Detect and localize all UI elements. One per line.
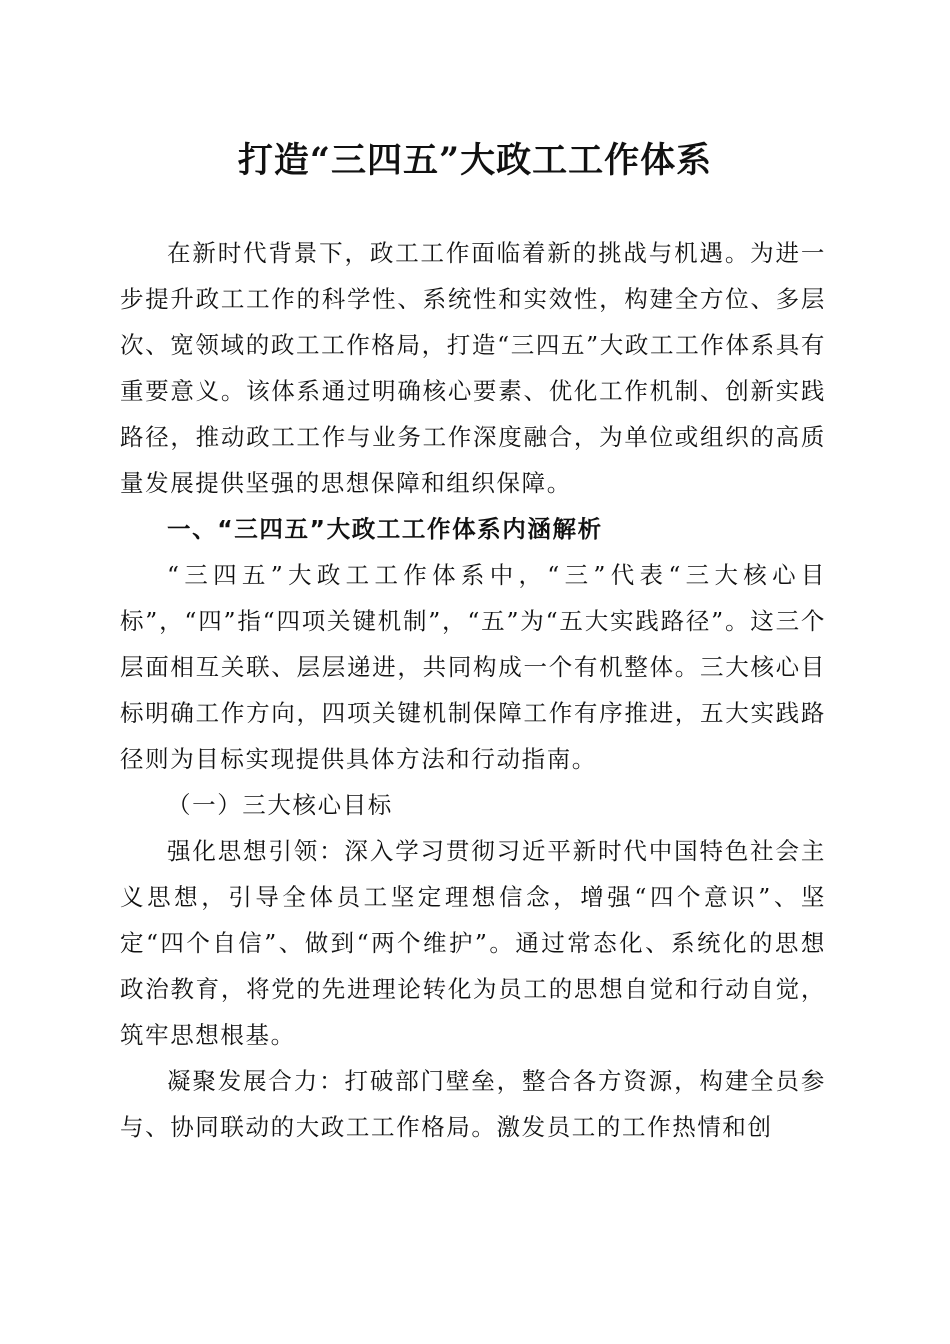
document-title: 打造“三四五”大政工工作体系 bbox=[237, 140, 713, 181]
document-body bbox=[120, 230, 826, 1150]
subsection-1-heading: （一）三大核心目标 bbox=[167, 791, 393, 819]
section-1-heading: 一、“三四五”大政工工作体系内涵解析 bbox=[167, 515, 603, 543]
subsection-1-paragraph-1: 强化思想引领：深入学习贯彻习近平新时代中国特色社会主义思想，引导全体员工坚定理想信念，增强“四个意识”、坚定“四个自信”、做到“两个维护”。通过常态化、系统化的思想政治教育，将党的先进理论转化为员工的思想自觉和行动自觉，筑牢思想根基。 bbox=[120, 837, 826, 1049]
subsection-1-paragraph-2: 凝聚发展合力：打破部门壁垒，整合各方资源，构建全员参与、协同联动的大政工工作格局。激发员工的工作热情和创 bbox=[120, 1067, 826, 1141]
section-1-paragraph: “三四五”大政工工作体系中，“三”代表“三大核心目标”，“四”指“四项关键机制”，“五”为“五大实践路径”。这三个层面相互关联、层层递进，共同构成一个有机整体。三大核心目标明确工作方向，四项关键机制保障工作有序推进，五大实践路径则为目标实现提供具体方法和行动指南。 bbox=[120, 561, 826, 773]
intro-paragraph: 在新时代背景下，政工工作面临着新的挑战与机遇。为进一步提升政工工作的科学性、系统性和实效性，构建全方位、多层次、宽领域的政工工作格局，打造“三四五”大政工工作体系具有重要意义。该体系通过明确核心要素、优化工作机制、创新实践路径，推动政工工作与业务工作深度融合，为单位或组织的高质量发展提供坚强的思想保障和组织保障。 bbox=[120, 239, 826, 497]
